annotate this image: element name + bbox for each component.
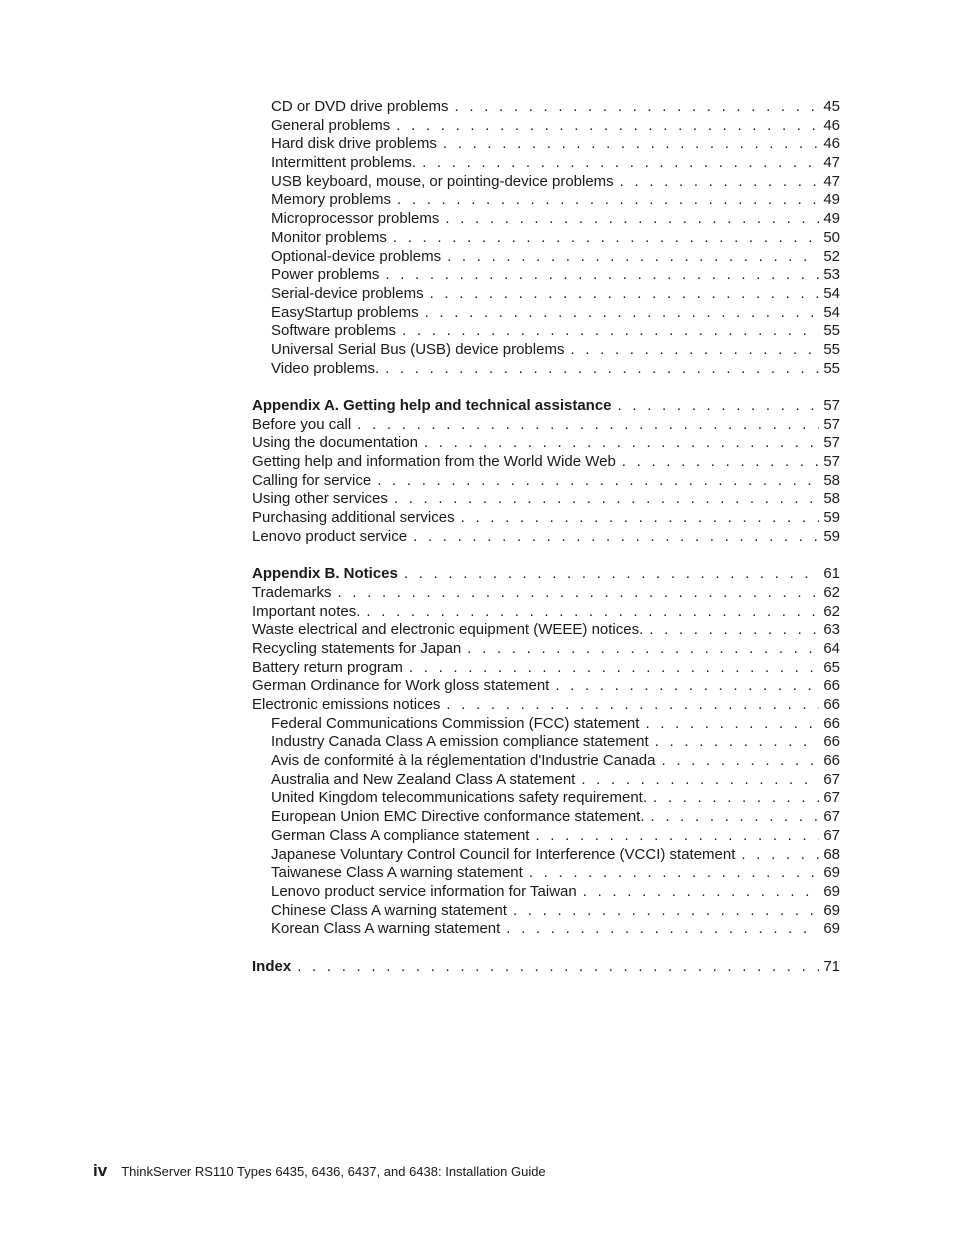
toc-entry[interactable] bbox=[252, 98, 840, 117]
toc-entry-page: 71 bbox=[819, 958, 840, 977]
toc-entry-page: 58 bbox=[819, 472, 840, 491]
toc-entry-page: 46 bbox=[819, 135, 840, 154]
toc-entry[interactable] bbox=[252, 603, 840, 622]
dot-leader bbox=[366, 603, 819, 622]
toc-entry-title: Australia and New Zealand Class A statement bbox=[271, 771, 581, 790]
toc-entry-page: 58 bbox=[819, 490, 840, 509]
page-number: iv bbox=[93, 1161, 108, 1180]
toc-entry-page: 66 bbox=[819, 677, 840, 696]
toc-entry[interactable] bbox=[252, 154, 840, 173]
toc-entry[interactable] bbox=[252, 864, 840, 883]
toc-entry[interactable] bbox=[252, 584, 840, 603]
toc-entry-page: 69 bbox=[819, 883, 840, 902]
dot-leader bbox=[455, 98, 820, 117]
toc-entry-title: Hard disk drive problems bbox=[271, 135, 443, 154]
dot-leader bbox=[529, 864, 820, 883]
toc-section-heading[interactable] bbox=[252, 958, 840, 977]
toc-entry-title: European Union EMC Directive conformance statement. bbox=[271, 808, 651, 827]
dot-leader bbox=[425, 304, 820, 323]
toc-entry[interactable] bbox=[252, 902, 840, 921]
toc-entry-title: German Class A compliance statement bbox=[271, 827, 535, 846]
dot-leader bbox=[394, 490, 819, 509]
toc-entry-title: Universal Serial Bus (USB) device problems bbox=[271, 341, 570, 360]
toc-entry-page: 66 bbox=[819, 715, 840, 734]
toc-entry-page: 66 bbox=[819, 733, 840, 752]
toc-entry[interactable] bbox=[252, 173, 840, 192]
toc-entry-title: Chinese Class A warning statement bbox=[271, 902, 513, 921]
toc-entry-title: German Ordinance for Work gloss statement bbox=[252, 677, 555, 696]
toc-entry-page: 57 bbox=[819, 397, 840, 416]
toc-entry-title: Monitor problems bbox=[271, 229, 393, 248]
toc-entry[interactable] bbox=[252, 416, 840, 435]
toc-entry-title: Using other services bbox=[252, 490, 394, 509]
dot-leader bbox=[422, 154, 819, 173]
toc-entry[interactable] bbox=[252, 883, 840, 902]
toc-entry-page: 55 bbox=[819, 360, 840, 379]
toc-entry-title: Using the documentation bbox=[252, 434, 424, 453]
dot-leader bbox=[651, 808, 820, 827]
dot-leader bbox=[655, 733, 820, 752]
toc-entry-page: 47 bbox=[819, 154, 840, 173]
toc-entry[interactable] bbox=[252, 191, 840, 210]
toc-entry-page: 64 bbox=[819, 640, 840, 659]
dot-leader bbox=[385, 360, 819, 379]
dot-leader bbox=[446, 696, 819, 715]
toc-entry-title: Purchasing additional services bbox=[252, 509, 461, 528]
toc-entry-page: 49 bbox=[819, 210, 840, 229]
toc-entry-page: 52 bbox=[819, 248, 840, 267]
toc-entry-page: 59 bbox=[819, 509, 840, 528]
toc-section-heading[interactable] bbox=[252, 397, 840, 416]
dot-leader bbox=[447, 248, 819, 267]
toc-entry[interactable] bbox=[252, 285, 840, 304]
toc-entry[interactable] bbox=[252, 117, 840, 136]
toc-entry-title: General problems bbox=[271, 117, 396, 136]
toc-entry[interactable] bbox=[252, 509, 840, 528]
toc-entry-page: 59 bbox=[819, 528, 840, 547]
toc-entry-title: Korean Class A warning statement bbox=[271, 920, 506, 939]
toc-entry-page: 54 bbox=[819, 285, 840, 304]
dot-leader bbox=[513, 902, 819, 921]
toc-entry-page: 66 bbox=[819, 696, 840, 715]
toc-entry-title: Important notes. bbox=[252, 603, 366, 622]
toc-entry[interactable] bbox=[252, 808, 840, 827]
dot-leader bbox=[622, 453, 820, 472]
toc-entry[interactable] bbox=[252, 453, 840, 472]
dot-leader bbox=[620, 173, 820, 192]
toc-entry-page: 55 bbox=[819, 322, 840, 341]
dot-leader bbox=[357, 416, 819, 435]
dot-leader bbox=[377, 472, 819, 491]
toc-entry-title: Japanese Voluntary Control Council for Interference (VCCI) statement bbox=[271, 846, 741, 865]
toc-entry-page: 69 bbox=[819, 864, 840, 883]
page-footer bbox=[93, 1161, 546, 1183]
toc-entry-page: 68 bbox=[819, 846, 840, 865]
toc-entry-page: 46 bbox=[819, 117, 840, 136]
toc-entry-title: Recycling statements for Japan bbox=[252, 640, 467, 659]
document-title: ThinkServer RS110 Types 6435, 6436, 6437, and 6438: Installation Guide bbox=[121, 1164, 546, 1179]
toc-entry-title: Getting help and information from the World Wide Web bbox=[252, 453, 622, 472]
toc-entry[interactable] bbox=[252, 490, 840, 509]
toc-entry[interactable] bbox=[252, 771, 840, 790]
toc-entry-page: 63 bbox=[819, 621, 840, 640]
dot-leader bbox=[397, 191, 819, 210]
dot-leader bbox=[445, 210, 819, 229]
dot-leader bbox=[570, 341, 819, 360]
toc-entry-title: CD or DVD drive problems bbox=[271, 98, 455, 117]
toc-entry[interactable] bbox=[252, 528, 840, 547]
dot-leader bbox=[506, 920, 819, 939]
dot-leader bbox=[467, 640, 819, 659]
toc-entry-page: 53 bbox=[819, 266, 840, 285]
toc-entry[interactable] bbox=[252, 659, 840, 678]
toc-entry-title: Lenovo product service bbox=[252, 528, 413, 547]
toc-entry-page: 57 bbox=[819, 453, 840, 472]
toc-entry-page: 49 bbox=[819, 191, 840, 210]
toc-entry-page: 67 bbox=[819, 771, 840, 790]
toc-entry[interactable] bbox=[252, 920, 840, 939]
toc-entry-page: 55 bbox=[819, 341, 840, 360]
dot-leader bbox=[396, 117, 819, 136]
toc-entry-title: Electronic emissions notices bbox=[252, 696, 446, 715]
toc-entry-title: Before you call bbox=[252, 416, 357, 435]
toc-entry[interactable] bbox=[252, 360, 840, 379]
toc-entry-title: Serial-device problems bbox=[271, 285, 430, 304]
toc-entry[interactable] bbox=[252, 733, 840, 752]
toc-entry[interactable] bbox=[252, 229, 840, 248]
toc-entry[interactable] bbox=[252, 827, 840, 846]
toc-entry[interactable] bbox=[252, 789, 840, 808]
toc-entry-title: USB keyboard, mouse, or pointing-device problems bbox=[271, 173, 620, 192]
toc-entry-title: Intermittent problems. bbox=[271, 154, 422, 173]
toc-entry-title: Power problems bbox=[271, 266, 385, 285]
dot-leader bbox=[337, 584, 819, 603]
toc-entry[interactable] bbox=[252, 715, 840, 734]
toc-entry[interactable] bbox=[252, 640, 840, 659]
toc-entry-title: Battery return program bbox=[252, 659, 409, 678]
toc-entry-page: 54 bbox=[819, 304, 840, 323]
toc-entry[interactable] bbox=[252, 621, 840, 640]
toc-entry-title: United Kingdom telecommunications safety requirement. bbox=[271, 789, 653, 808]
toc-entry-page: 62 bbox=[819, 603, 840, 622]
toc-section-heading[interactable] bbox=[252, 565, 840, 584]
toc-entry[interactable] bbox=[252, 752, 840, 771]
dot-leader bbox=[297, 958, 819, 977]
toc-entry-title: Avis de conformité à la réglementation d'Industrie Canada bbox=[271, 752, 661, 771]
toc-entry-page: 47 bbox=[819, 173, 840, 192]
table-of-contents bbox=[252, 98, 840, 976]
toc-entry-title: Calling for service bbox=[252, 472, 377, 491]
toc-entry-page: 67 bbox=[819, 827, 840, 846]
dot-leader bbox=[385, 266, 819, 285]
toc-entry[interactable] bbox=[252, 266, 840, 285]
toc-entry[interactable] bbox=[252, 210, 840, 229]
toc-entry[interactable] bbox=[252, 322, 840, 341]
toc-entry-page: 66 bbox=[819, 752, 840, 771]
toc-entry-title: Appendix A. Getting help and technical assistance bbox=[252, 397, 618, 416]
dot-leader bbox=[653, 789, 819, 808]
toc-entry-title: Industry Canada Class A emission compliance statement bbox=[271, 733, 655, 752]
toc-entry-page: 57 bbox=[819, 434, 840, 453]
dot-leader bbox=[661, 752, 819, 771]
toc-entry-page: 45 bbox=[819, 98, 840, 117]
toc-entry[interactable] bbox=[252, 846, 840, 865]
dot-leader bbox=[535, 827, 819, 846]
toc-entry-title: Federal Communications Commission (FCC) statement bbox=[271, 715, 645, 734]
toc-entry-title: Microprocessor problems bbox=[271, 210, 445, 229]
dot-leader bbox=[413, 528, 819, 547]
toc-entry-title: Appendix B. Notices bbox=[252, 565, 404, 584]
toc-entry-page: 67 bbox=[819, 789, 840, 808]
dot-leader bbox=[461, 509, 820, 528]
dot-leader bbox=[402, 322, 819, 341]
toc-entry-page: 69 bbox=[819, 920, 840, 939]
dot-leader bbox=[443, 135, 819, 154]
toc-entry[interactable] bbox=[252, 341, 840, 360]
dot-leader bbox=[583, 883, 820, 902]
toc-entry[interactable] bbox=[252, 696, 840, 715]
toc-entry-title: Taiwanese Class A warning statement bbox=[271, 864, 529, 883]
dot-leader bbox=[393, 229, 819, 248]
dot-leader bbox=[649, 621, 819, 640]
dot-leader bbox=[618, 397, 820, 416]
toc-entry-title: Memory problems bbox=[271, 191, 397, 210]
toc-entry-page: 50 bbox=[819, 229, 840, 248]
dot-leader bbox=[581, 771, 819, 790]
toc-entry-page: 65 bbox=[819, 659, 840, 678]
dot-leader bbox=[424, 434, 819, 453]
toc-entry-page: 61 bbox=[819, 565, 840, 584]
dot-leader bbox=[430, 285, 820, 304]
toc-entry[interactable] bbox=[252, 677, 840, 696]
toc-entry-page: 62 bbox=[819, 584, 840, 603]
toc-entry-title: Software problems bbox=[271, 322, 402, 341]
dot-leader bbox=[741, 846, 819, 865]
toc-entry-title: EasyStartup problems bbox=[271, 304, 425, 323]
dot-leader bbox=[555, 677, 819, 696]
toc-entry[interactable] bbox=[252, 248, 840, 267]
toc-entry-page: 69 bbox=[819, 902, 840, 921]
toc-entry[interactable] bbox=[252, 434, 840, 453]
toc-entry-page: 67 bbox=[819, 808, 840, 827]
dot-leader bbox=[645, 715, 819, 734]
toc-entry[interactable] bbox=[252, 472, 840, 491]
toc-entry-title: Index bbox=[252, 958, 297, 977]
toc-entry-page: 57 bbox=[819, 416, 840, 435]
toc-entry-title: Trademarks bbox=[252, 584, 337, 603]
toc-entry-title: Waste electrical and electronic equipment (WEEE) notices. bbox=[252, 621, 649, 640]
dot-leader bbox=[409, 659, 819, 678]
toc-entry-title: Lenovo product service information for Taiwan bbox=[271, 883, 583, 902]
toc-entry-title: Optional-device problems bbox=[271, 248, 447, 267]
dot-leader bbox=[404, 565, 819, 584]
toc-entry[interactable] bbox=[252, 304, 840, 323]
toc-entry[interactable] bbox=[252, 135, 840, 154]
toc-entry-title: Video problems. bbox=[271, 360, 385, 379]
